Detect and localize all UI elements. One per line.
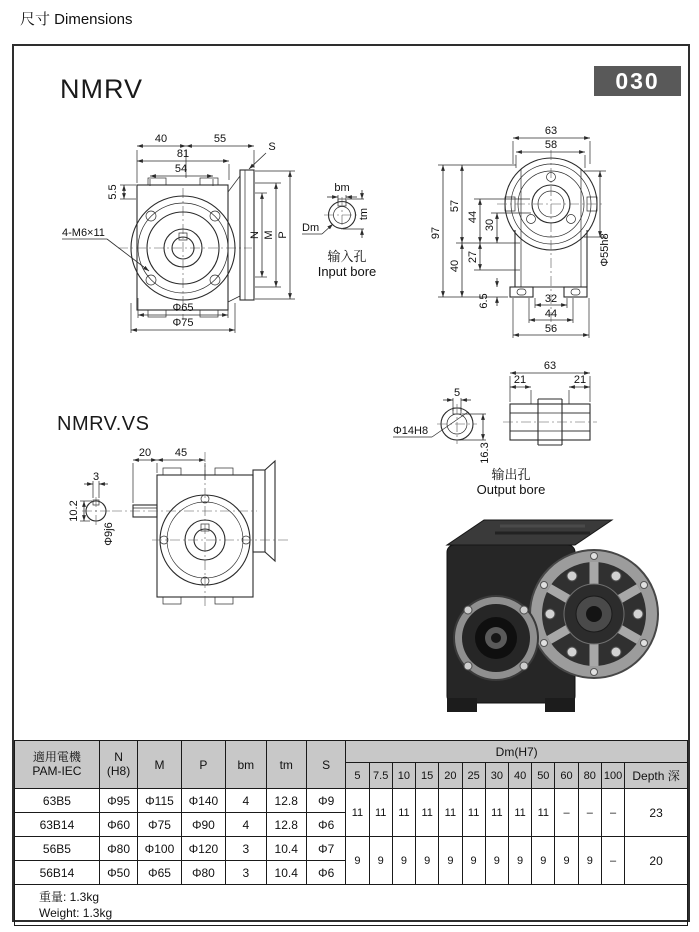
dim-label: 21 <box>513 374 527 386</box>
header-motor-zh: 適用電機 <box>32 749 81 764</box>
cell-model: 63B14 <box>15 813 100 837</box>
header-n <box>99 741 137 789</box>
header-dm-size: 60 <box>555 763 578 789</box>
dim-label: 5 <box>453 387 461 399</box>
cell-p: Φ120 <box>181 837 225 861</box>
header-dm-size: 100 <box>601 763 624 789</box>
dim-label: S <box>268 141 276 153</box>
dim-label: Φ9j6 <box>103 522 115 546</box>
cell-dm: 9 <box>555 837 578 885</box>
dim-label: 57 <box>449 199 461 213</box>
cell-p: Φ140 <box>181 789 225 813</box>
header-dm-size: 15 <box>416 763 439 789</box>
cell-dm: 9 <box>578 837 601 885</box>
output-bore-detail <box>393 360 597 497</box>
cell-tm: 10.4 <box>266 837 306 861</box>
dim-label: 6.5 <box>478 293 490 309</box>
dim-label: 44 <box>467 210 479 224</box>
dimension-table <box>14 740 688 926</box>
cell-dm: 9 <box>532 837 555 885</box>
vs-view-drawing <box>68 447 288 607</box>
cell-dm: 11 <box>462 789 485 837</box>
cell-m: Φ65 <box>138 861 181 885</box>
header-tm: tm <box>266 741 306 789</box>
dim-label: 10.2 <box>68 500 80 522</box>
dim-label: 54 <box>174 163 188 175</box>
cell-model: 63B5 <box>15 789 100 813</box>
dim-label: 4-M6×11 <box>62 227 105 239</box>
cell-tm: 10.4 <box>266 861 306 885</box>
product-photo <box>447 520 658 712</box>
cell-tm: 12.8 <box>266 813 306 837</box>
cell-dm: 11 <box>392 789 415 837</box>
dim-label: 40 <box>449 259 461 273</box>
cell-dm: 9 <box>346 837 369 885</box>
cell-s: Φ6 <box>306 813 345 837</box>
dim-label: 44 <box>544 308 558 320</box>
cell-tm: 12.8 <box>266 789 306 813</box>
dim-label: 27 <box>467 250 479 264</box>
cell-m: Φ75 <box>138 813 181 837</box>
cell-dm: 9 <box>439 837 462 885</box>
cell-dm: 9 <box>392 837 415 885</box>
dim-label: 3 <box>92 471 100 483</box>
cell-p: Φ80 <box>181 861 225 885</box>
cell-model: 56B5 <box>15 837 100 861</box>
header-dm-size: 20 <box>439 763 462 789</box>
table-row <box>15 837 688 861</box>
header-dm-group: Dm(H7) <box>346 741 688 763</box>
cell-dm: – <box>601 837 624 885</box>
technical-drawings <box>12 44 690 738</box>
header-depth: Depth 深 <box>625 763 688 789</box>
input-bore-detail <box>302 182 376 279</box>
cell-p: Φ90 <box>181 813 225 837</box>
model-badge: 030 <box>594 66 681 96</box>
header-s: S <box>306 741 345 789</box>
cell-dm: 9 <box>416 837 439 885</box>
header-dm-size: 25 <box>462 763 485 789</box>
dim-label: N <box>249 231 261 239</box>
header-dm-size: 10 <box>392 763 415 789</box>
weight-zh: 重量: 1.3kg <box>39 890 100 904</box>
input-bore-caption-en: Input bore <box>317 264 377 279</box>
header-dm-size: 30 <box>485 763 508 789</box>
dim-label: P <box>277 231 289 239</box>
cell-s: Φ6 <box>306 861 345 885</box>
cell-dm: 11 <box>369 789 392 837</box>
front-view-drawing <box>62 133 295 333</box>
table-row <box>15 789 688 813</box>
table-footer-row <box>15 885 688 926</box>
dim-label: Dm <box>302 222 320 234</box>
cell-dm: 11 <box>346 789 369 837</box>
header-motor <box>15 741 100 789</box>
cell-m: Φ100 <box>138 837 181 861</box>
dim-label: 5.5 <box>107 184 119 200</box>
dim-label: Φ75 <box>172 317 194 329</box>
dim-label: 40 <box>154 133 168 145</box>
header-n-label: N <box>114 749 123 764</box>
cell-n: Φ60 <box>99 813 137 837</box>
cell-m: Φ115 <box>138 789 181 813</box>
dim-label: 55 <box>213 133 227 145</box>
cell-s: Φ7 <box>306 837 345 861</box>
page-title: 尺寸 Dimensions <box>20 11 133 28</box>
cell-bm: 3 <box>226 837 266 861</box>
cell-dm: 11 <box>485 789 508 837</box>
dim-label: 56 <box>544 323 558 335</box>
output-bore-caption-zh: 输出孔 <box>491 467 531 482</box>
cell-dm: – <box>601 789 624 837</box>
nmrv-heading: NMRV <box>60 74 144 104</box>
cell-model: 56B14 <box>15 861 100 885</box>
dim-label: 97 <box>430 226 442 240</box>
cell-n: Φ95 <box>99 789 137 813</box>
cell-dm: – <box>578 789 601 837</box>
rear-view-drawing <box>430 125 611 338</box>
cell-dm: 9 <box>508 837 531 885</box>
header-dm-size: 50 <box>532 763 555 789</box>
dim-label: 63 <box>543 360 557 372</box>
cell-dm: 11 <box>508 789 531 837</box>
cell-n: Φ80 <box>99 837 137 861</box>
header-dm-size: 40 <box>508 763 531 789</box>
header-bm: bm <box>226 741 266 789</box>
cell-bm: 3 <box>226 861 266 885</box>
cell-depth: 20 <box>625 837 688 885</box>
dim-label: 58 <box>544 139 558 151</box>
dim-label: 20 <box>138 447 152 459</box>
dim-label: 81 <box>176 148 190 160</box>
cell-n: Φ50 <box>99 861 137 885</box>
dim-label: 30 <box>484 218 496 232</box>
cell-dm: 11 <box>439 789 462 837</box>
cell-dm: – <box>555 789 578 837</box>
dim-label: 16.3 <box>479 442 491 464</box>
dim-label: M <box>263 230 275 240</box>
spec-table-wrap <box>14 740 688 926</box>
dim-label: Φ65 <box>172 302 194 314</box>
output-bore-caption-en: Output bore <box>476 482 546 497</box>
weight-en: Weight: 1.3kg <box>39 906 113 921</box>
dim-label: Φ55h8 <box>599 233 611 267</box>
header-dm-size: 5 <box>346 763 369 789</box>
cell-dm: 11 <box>532 789 555 837</box>
header-dm-size: 80 <box>578 763 601 789</box>
cell-bm: 4 <box>226 813 266 837</box>
input-bore-caption-zh: 输入孔 <box>327 249 367 264</box>
cell-s: Φ9 <box>306 789 345 813</box>
header-motor-en: PAM-IEC <box>32 763 82 778</box>
cell-dm: 9 <box>369 837 392 885</box>
header-p: P <box>181 741 225 789</box>
dim-label: 32 <box>544 293 558 305</box>
dim-label: Φ14H8 <box>393 425 429 437</box>
dim-label: 21 <box>573 374 587 386</box>
header-dm-size: 7.5 <box>369 763 392 789</box>
header-m: M <box>138 741 181 789</box>
nmrv-vs-heading: NMRV.VS <box>57 413 150 435</box>
cell-depth: 23 <box>625 789 688 837</box>
cell-dm: 9 <box>462 837 485 885</box>
cell-dm: 11 <box>416 789 439 837</box>
header-n-tol: (H8) <box>106 763 131 778</box>
cell-bm: 4 <box>226 789 266 813</box>
dim-label: 63 <box>544 125 558 137</box>
cell-dm: 9 <box>485 837 508 885</box>
dim-label: tm <box>358 207 370 221</box>
dim-label: 45 <box>174 447 188 459</box>
dim-label: bm <box>334 182 350 194</box>
